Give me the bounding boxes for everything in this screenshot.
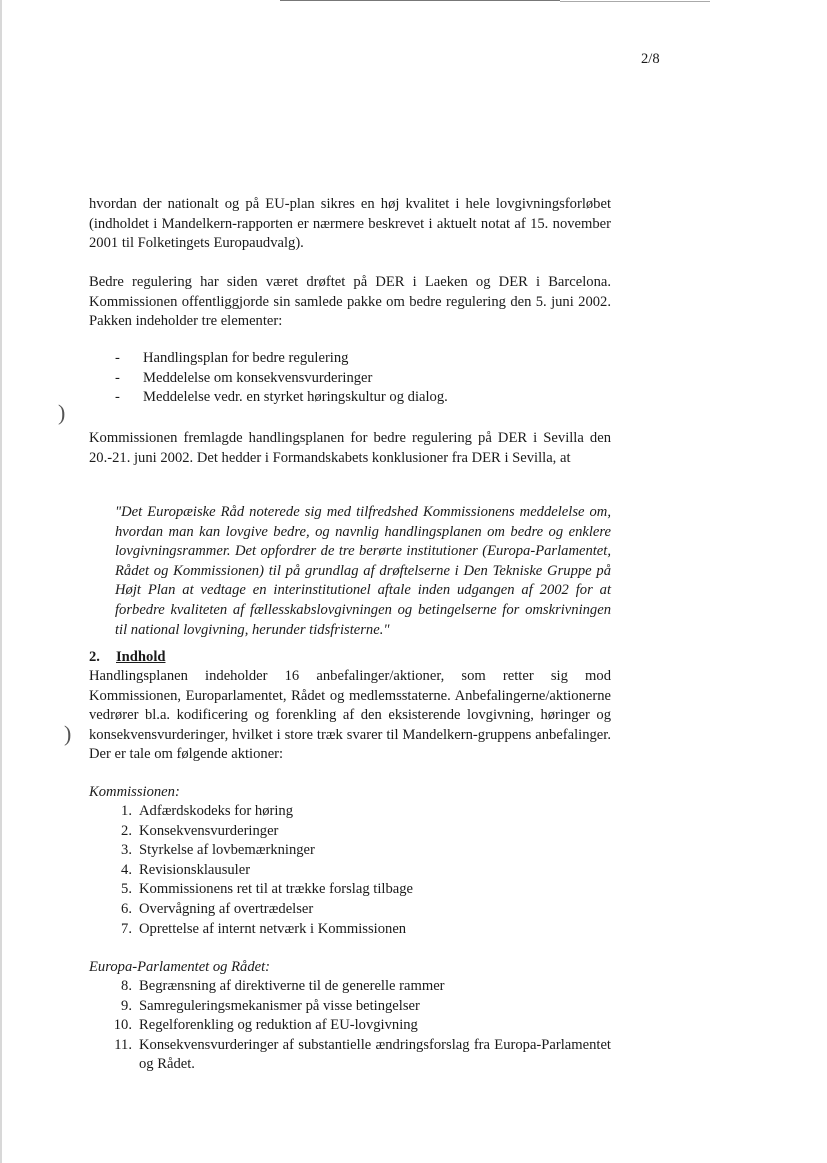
elements-list: [115, 349, 615, 408]
list-item: 11. Konsekvensvurderinger af substantielle ændringsforslag fra Europa-Parlamentet og Rådet.: [114, 1036, 611, 1073]
section-paragraph: Handlingsplanen indeholder 16 anbefalinger/aktioner, som retter sig mod Kommissionen, Europarlamentet, Rådet og medlemsstaterne. Anbefalingerne/aktionerne vedrører bl.a. kodificering og forenkling af den eksisterende lovgivning, høringer og konsekvensvurderinger, hvilket i store træk svarer til Mandelkern-gruppens anbefalinger. Der er tale om følgende aktioner:: [89, 668, 611, 763]
intro-paragraph: hvordan der nationalt og på EU-plan sikres en høj kvalitet i hele lovgivningsforløbet (indholdet i Mandelkern-rapporten er nærmere beskrevet i aktuelt notat af 15. november 2001 til Folketingets Europaudvalg).: [89, 196, 611, 252]
section-number: 2.: [89, 649, 100, 665]
list-item: 2. Konsekvensvurderinger: [121, 822, 279, 839]
list-item: 10. Regelforenkling og reduktion af EU-lovgivning: [113, 1017, 418, 1034]
section-heading: [89, 648, 166, 668]
paragraph-sevilla: Kommissionen fremlagde handlingsplanen for bedre regulering på DER i Sevilla den 20.-21. juni 2002. Det hedder i Formandskabets konklusioner fra DER i Sevilla, at: [89, 430, 611, 466]
group-title-commission: Kommissionen:: [89, 784, 180, 800]
scan-left-edge: [0, 0, 2, 1163]
list-item: 7. Oprettelse af internt netværk i Kommissionen: [121, 920, 407, 937]
commission-actions-list: [108, 802, 611, 939]
list-item: - Meddelelse vedr. en styrket høringskultur og dialog.: [115, 388, 615, 408]
list-item: - Handlingsplan for bedre regulering: [115, 349, 615, 369]
paragraph-bedre-regulering: Bedre regulering har siden været drøftet på DER i Laeken og DER i Barcelona. Kommissionen offentliggjorde sin samlede pakke om bedre regulering den 5. juni 2002. Pakken indeholder tre elementer:: [89, 274, 611, 330]
group-title-parliament: Europa-Parlamentet og Rådet:: [89, 959, 271, 975]
page-number: 2/8: [641, 51, 660, 67]
section-title: Indhold: [116, 649, 166, 665]
punch-hole-mark: ): [58, 400, 66, 425]
quote-block: "Det Europæiske Råd noterede sig med tilfredshed Kommissionens meddelelse om, hvordan man kan lovgive bedre, og navnlig handlingsplanen om bedre og enklere lovgivningsrammer. Det opfordrer de tre berørte institutioner (Europa-Parlamentet, Rådet og Kommissionen) til på grundlag af drøftelserne i Den Tekniske Gruppe på Højt Plan at vedtage en interinstitutionel aftale inden udgangen af 2002 for at forbedre kvaliteten af fællesskabslovgivningen og betingelserne for omskrivningen til national lovgivning, herunder tidsfristerne.": [115, 504, 611, 638]
parliament-actions-list: [108, 977, 611, 1075]
scan-edge-line: [280, 0, 560, 1]
list-item: 6. Overvågning af overtrædelser: [121, 900, 314, 917]
list-item: 3. Styrkelse af lovbemærkninger: [121, 842, 315, 859]
list-item: 5. Kommissionens ret til at trække forslag tilbage: [121, 881, 413, 898]
list-item: 4. Revisionsklausuler: [121, 861, 251, 878]
list-item: 9. Samreguleringsmekanismer på visse betingelser: [121, 997, 420, 1014]
list-item: 1. Adfærdskodeks for høring: [121, 803, 294, 819]
punch-hole-mark: ): [64, 721, 72, 746]
list-item: - Meddelelse om konsekvensvurderinger: [115, 369, 615, 389]
scan-edge-line-2: [560, 1, 710, 2]
list-item: 8. Begrænsning af direktiverne til de generelle rammer: [121, 978, 445, 994]
